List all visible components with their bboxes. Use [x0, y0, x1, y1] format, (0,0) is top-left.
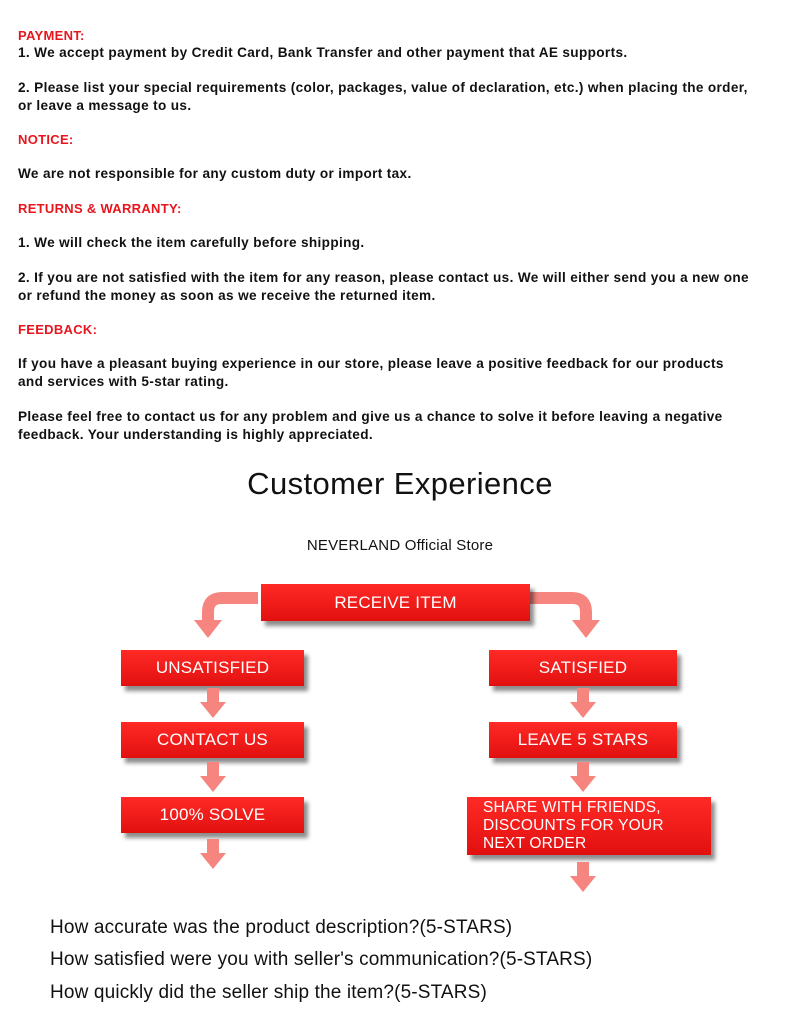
store-name: NEVERLAND Official Store: [306, 537, 494, 554]
question-communication: How satisfied were you with seller's communication?(5-STARS): [50, 949, 593, 970]
arrow-down-icon: [200, 762, 226, 792]
arrow-down-icon: [570, 862, 596, 892]
curve-arrow-left-icon: [188, 592, 258, 642]
unsatisfied-box: UNSATISFIED: [121, 650, 304, 686]
payment-item-2-line-1: 2. Please list your special requirements (color, packages, value of declaration, etc.) when placing the order,: [18, 80, 748, 95]
share-with-friends-box: [467, 797, 711, 855]
payment-heading: PAYMENT:: [18, 28, 85, 43]
notice-heading: NOTICE:: [18, 132, 74, 147]
share-line-1: SHARE WITH FRIENDS,: [483, 799, 661, 816]
leave-5-stars-box: LEAVE 5 STARS: [489, 722, 677, 758]
feedback-item-1-line-2: and services with 5-star rating.: [18, 374, 229, 389]
arrow-down-icon: [570, 762, 596, 792]
satisfied-box: SATISFIED: [489, 650, 677, 686]
contact-us-box: CONTACT US: [121, 722, 304, 758]
share-line-2: DISCOUNTS FOR YOUR: [483, 817, 664, 834]
feedback-item-2-line-1: Please feel free to contact us for any problem and give us a chance to solve it before leaving a negative: [18, 409, 723, 424]
solve-box: 100% SOLVE: [121, 797, 304, 833]
share-line-3: NEXT ORDER: [483, 835, 587, 852]
arrow-down-icon: [570, 688, 596, 718]
question-shipping: How quickly did the seller ship the item?(5-STARS): [50, 982, 487, 1003]
returns-item-1: 1. We will check the item carefully before shipping.: [18, 235, 365, 250]
arrow-down-icon: [200, 839, 226, 869]
arrow-down-icon: [200, 688, 226, 718]
receive-item-box: RECEIVE ITEM: [261, 584, 530, 621]
feedback-item-1-line-1: If you have a pleasant buying experience in our store, please leave a positive feedback for our products: [18, 356, 724, 371]
notice-text: We are not responsible for any custom duty or import tax.: [18, 166, 412, 181]
feedback-item-2-line-2: feedback. Your understanding is highly appreciated.: [18, 427, 373, 442]
returns-item-2-line-1: 2. If you are not satisfied with the item for any reason, please contact us. We will either send you a new one: [18, 270, 749, 285]
customer-experience-title: Customer Experience: [247, 466, 553, 501]
payment-item-1: 1. We accept payment by Credit Card, Bank Transfer and other payment that AE supports.: [18, 45, 628, 60]
returns-heading: RETURNS & WARRANTY:: [18, 201, 182, 216]
feedback-heading: FEEDBACK:: [18, 322, 98, 337]
question-accuracy: How accurate was the product description?(5-STARS): [50, 917, 513, 938]
payment-item-2-line-2: or leave a message to us.: [18, 98, 192, 113]
curve-arrow-right-icon: [530, 592, 605, 642]
returns-item-2-line-2: or refund the money as soon as we receive the returned item.: [18, 288, 436, 303]
